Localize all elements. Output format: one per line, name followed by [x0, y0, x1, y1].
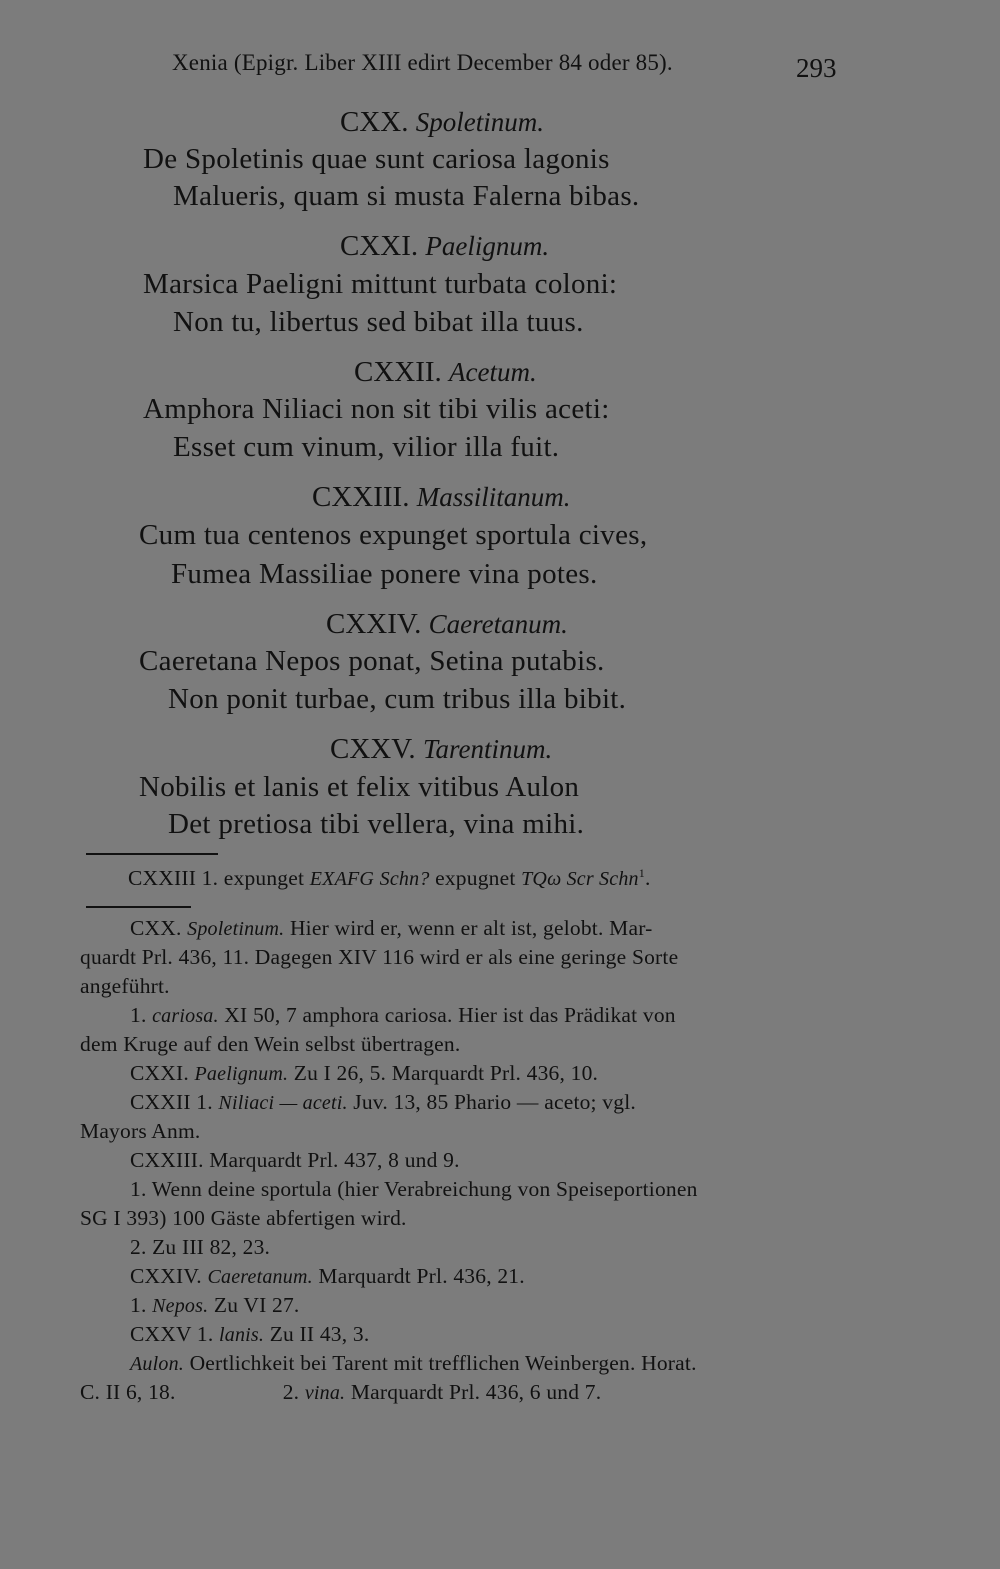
poem-heading [312, 481, 570, 514]
verse-line: Nobilis et lanis et felix vitibus Aulon [139, 771, 580, 803]
commentary-line: SG I 393) 100 Gäste abfertigen wird. [80, 1206, 407, 1230]
verse-line: Esset cum vinum, vilior illa fuit. [173, 431, 560, 463]
page-number: 293 [796, 53, 837, 83]
note-lemma: cariosa. [152, 1005, 219, 1027]
commentary-line [130, 1264, 525, 1289]
verse-line: Marsica Paeligni mittunt turbata coloni: [143, 268, 618, 300]
poem-heading [330, 733, 552, 766]
note-text: XI 50, 7 amphora cariosa. Hier ist das Prädikat von [224, 1003, 676, 1027]
commentary-line [130, 1322, 369, 1347]
verse-line: De Spoletinis quae sunt cariosa lagonis [143, 143, 610, 175]
note-lemma: Niliaci — aceti. [218, 1092, 348, 1114]
poem-title: Tarentinum. [422, 734, 553, 764]
commentary-line [80, 1380, 601, 1405]
note-text: Juv. 13, 85 Phario — aceto; vgl. [353, 1090, 636, 1114]
commentary-line: 1. Wenn deine sportula (hier Verabreichung von Speiseportionen [130, 1177, 698, 1201]
poem-heading [326, 608, 568, 641]
verse-line: Non ponit turbae, cum tribus illa bibit. [168, 683, 627, 715]
apparatus-sigla: EXAFG [309, 868, 375, 891]
poem-title: Spoletinum. [415, 107, 544, 137]
note-lemma: lanis. [219, 1324, 265, 1346]
verse-line: Amphora Niliaci non sit tibi vilis aceti: [143, 393, 610, 425]
commentary-line [130, 916, 652, 941]
poem-number: CXXII. [354, 356, 442, 388]
poem-number: CXXIV. [326, 608, 422, 640]
note-lemma: vina. [304, 1382, 346, 1404]
apparatus-lemma: CXXIII 1. expunget [128, 866, 305, 891]
commentary-line [130, 1293, 300, 1318]
note-ref: CXXII 1. [130, 1090, 213, 1114]
poem-title: Paelignum. [425, 231, 550, 261]
verse-line: Malueris, quam si musta Falerna bibas. [173, 180, 640, 212]
separator-rule [86, 853, 218, 855]
note-lemma: Paelignum. [194, 1063, 289, 1085]
note-lemma: Aulon. [130, 1353, 184, 1375]
apparatus-variant: expugnet [435, 866, 516, 891]
note-ref: CXXI. [130, 1061, 189, 1085]
apparatus-superscript: 1 [638, 866, 645, 880]
poem-title: Caeretanum. [428, 609, 568, 639]
note-ref: CXXIV. [130, 1264, 202, 1288]
apparatus-period: . [644, 866, 651, 891]
note-ref: 1. [130, 1003, 147, 1027]
commentary-line: 2. Zu III 82, 23. [130, 1235, 271, 1259]
poem-heading [354, 356, 537, 389]
note-ref: CXX. [130, 916, 182, 940]
commentary-line [130, 1003, 676, 1028]
note-text: C. II 6, 18. [80, 1380, 176, 1404]
commentary-line: quardt Prl. 436, 11. Dagegen XIV 116 wird er als eine geringe Sorte [80, 945, 679, 969]
commentary-line: CXXIII. Marquardt Prl. 437, 8 und 9. [130, 1148, 460, 1172]
commentary-line: Mayors Anm. [80, 1119, 201, 1143]
commentary-line [130, 1061, 598, 1086]
verse-line: Cum tua centenos expunget sportula cives, [139, 519, 648, 551]
verse-line: Det pretiosa tibi vellera, vina mihi. [168, 808, 585, 840]
poem-number: CXX. [340, 106, 409, 138]
commentary-line: dem Kruge auf den Wein selbst übertragen. [80, 1032, 461, 1056]
note-ref: 2. [282, 1380, 300, 1404]
note-text: Oertlichkeit bei Tarent mit trefflichen Weinbergen. Horat. [189, 1351, 697, 1375]
poem-number: CXXIII. [312, 481, 410, 513]
note-text: Marquardt Prl. 436, 6 und 7. [350, 1380, 602, 1404]
note-lemma: Nepos. [152, 1295, 209, 1317]
verse-line: Fumea Massiliae ponere vina potes. [171, 558, 598, 590]
poem-number: CXXI. [340, 230, 419, 262]
note-text: Marquardt Prl. 436, 21. [318, 1264, 525, 1288]
note-text: Hier wird er, wenn er alt ist, gelobt. Mar- [289, 916, 653, 940]
apparatus-sigla: TQω Scr Schn [521, 868, 639, 891]
critical-apparatus [128, 866, 651, 891]
note-lemma: Spoletinum. [187, 918, 285, 940]
verse-line: Caeretana Nepos ponat, Setina putabis. [139, 645, 605, 677]
note-lemma: Caeretanum. [207, 1266, 313, 1288]
note-text: Zu VI 27. [213, 1293, 300, 1317]
running-header: Xenia (Epigr. Liber XIII edirt December 84 oder 85). [172, 50, 673, 75]
verse-line: Non tu, libertus sed bibat illa tuus. [173, 306, 584, 338]
note-text: Zu II 43, 3. [269, 1322, 370, 1346]
note-ref: CXXV 1. [130, 1322, 214, 1346]
poem-title: Acetum. [449, 357, 537, 387]
commentary-line: angeführt. [80, 974, 170, 998]
commentary-line [130, 1351, 697, 1376]
poem-number: CXXV. [330, 733, 416, 765]
note-text: Zu I 26, 5. Marquardt Prl. 436, 10. [293, 1061, 599, 1085]
poem-heading [340, 230, 549, 263]
commentary-line [130, 1090, 636, 1115]
separator-rule [86, 906, 191, 908]
poem-heading [340, 106, 544, 139]
apparatus-editor: Schn? [379, 868, 430, 891]
note-ref: 1. [130, 1293, 147, 1317]
poem-title: Massilitanum. [416, 482, 571, 512]
